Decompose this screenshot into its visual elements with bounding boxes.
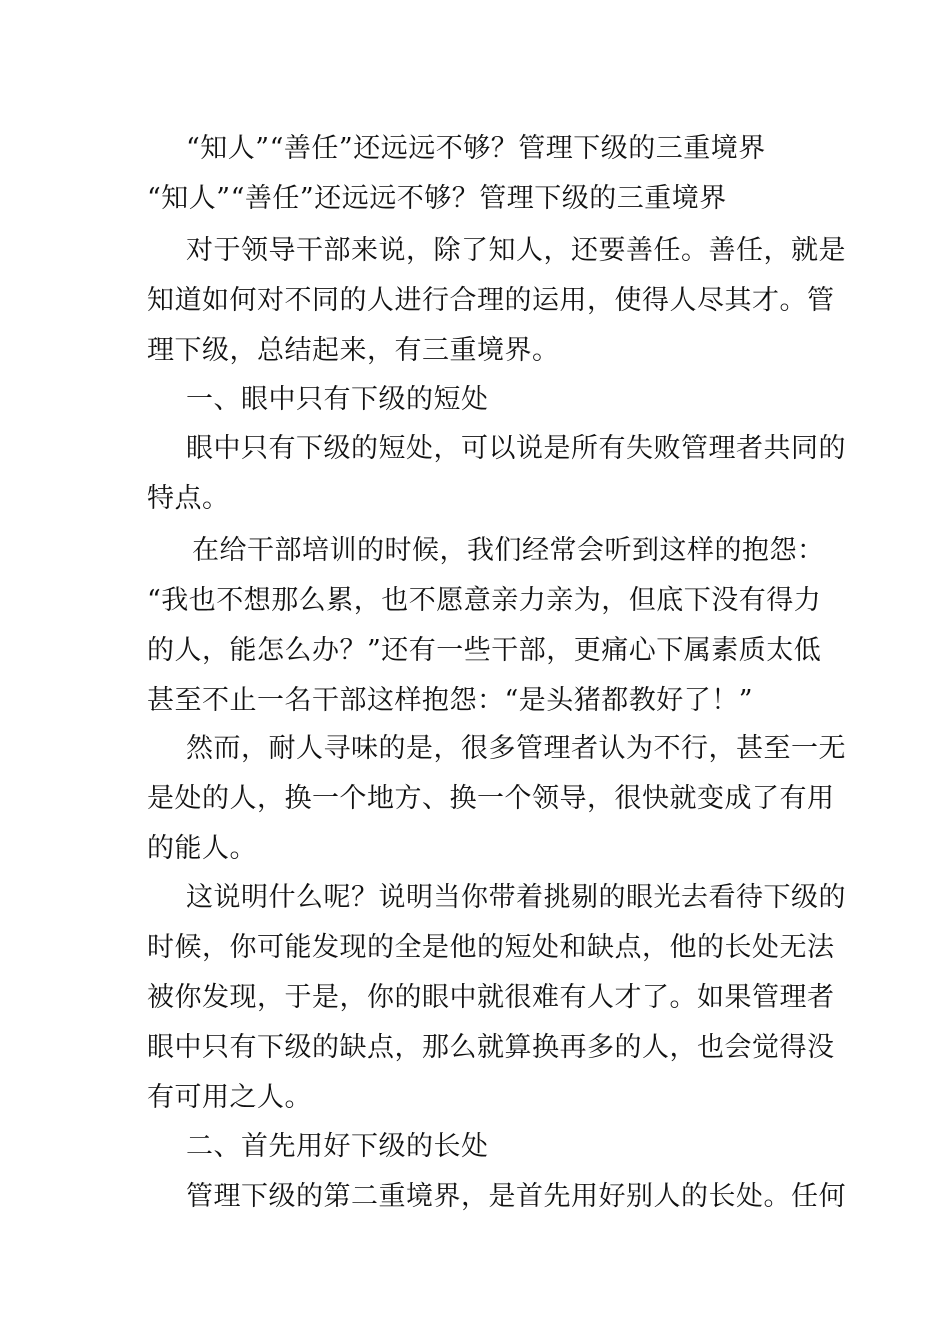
- text-line: 特点。: [147, 483, 230, 514]
- text-line: 的能人。: [147, 833, 257, 864]
- text-line: 对于领导干部来说，除了知人，还要善任。善任，就是: [186, 235, 846, 266]
- text-line: 在给干部培训的时候，我们经常会听到这样的抱怨：: [192, 535, 825, 566]
- section-heading: 二、首先用好下级的长处: [186, 1131, 489, 1162]
- text-line: 眼中只有下级的缺点，那么就算换再多的人，也会觉得没: [147, 1032, 835, 1063]
- text-line: 管理下级的第二重境界，是首先用好别人的长处。任何: [186, 1181, 846, 1212]
- text-line: 这说明什么呢？说明当你带着挑剔的眼光去看待下级的: [186, 882, 846, 913]
- text-line: 眼中只有下级的短处，可以说是所有失败管理者共同的: [186, 433, 846, 464]
- document-title-repeat: “知人”“善任”还远远不够？管理下级的三重境界: [147, 183, 727, 214]
- text-line: 是处的人，换一个地方、换一个领导，很快就变成了有用: [147, 783, 835, 814]
- text-line: 被你发现，于是，你的眼中就很难有人才了。如果管理者: [147, 982, 835, 1013]
- section-heading: 一、眼中只有下级的短处: [186, 384, 489, 415]
- text-line: 理下级，总结起来，有三重境界。: [147, 335, 560, 366]
- text-line: 知道如何对不同的人进行合理的运用，使得人尽其才。管: [147, 285, 835, 316]
- text-line: 然而，耐人寻味的是，很多管理者认为不行，甚至一无: [186, 733, 846, 764]
- text-line: 的人，能怎么办？”还有一些干部，更痛心下属素质太低: [147, 635, 822, 666]
- text-line: “我也不想那么累，也不愿意亲力亲为，但底下没有得力: [147, 585, 822, 616]
- text-line: 甚至不止一名干部这样抱怨：“是头猪都教好了！”: [147, 685, 754, 716]
- text-line: 有可用之人。: [147, 1082, 312, 1113]
- document-title: “知人”“善任”还远远不够？管理下级的三重境界: [186, 133, 766, 164]
- text-line: 时候，你可能发现的全是他的短处和缺点，他的长处无法: [147, 932, 835, 963]
